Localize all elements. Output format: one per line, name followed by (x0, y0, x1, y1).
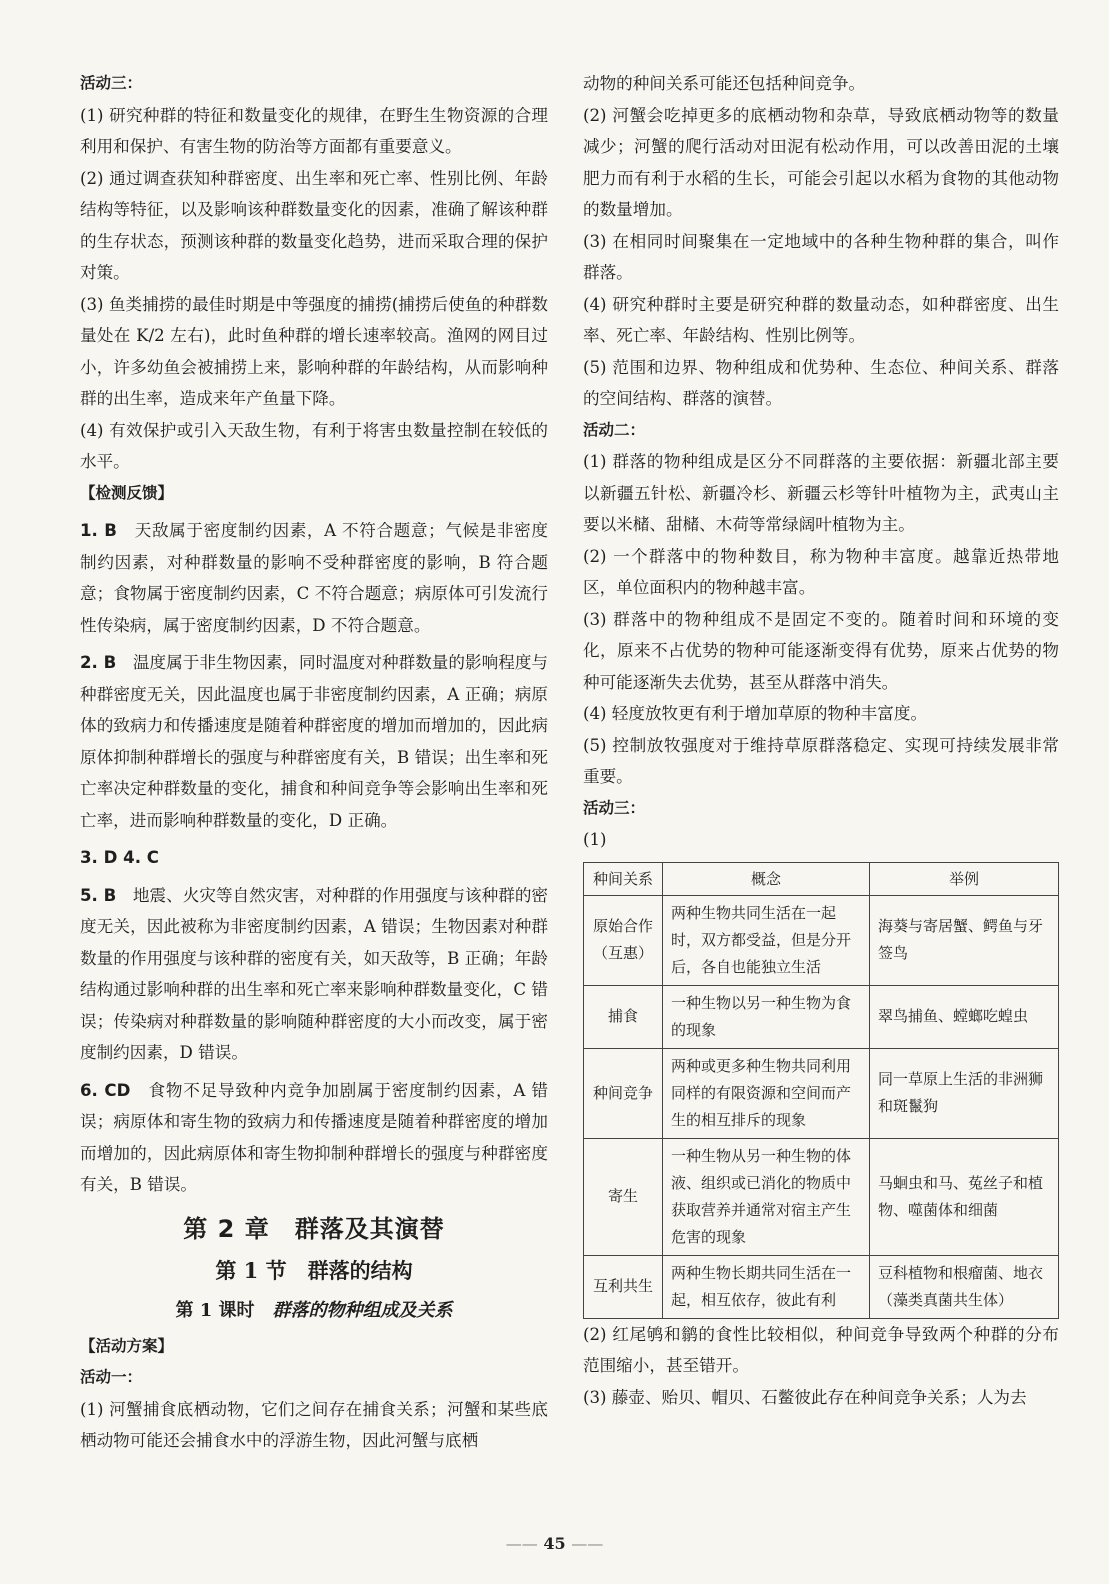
answer-item (80, 515, 548, 641)
table-row (584, 895, 1059, 985)
paragraph: (2) 河蟹会吃掉更多的底栖动物和杂草，导致底栖动物等的数量减少；河蟹的爬行活动对田泥有松动作用，可以改善田泥的土壤肥力而有利于水稻的生长，可能会引起以水稻为食物的其他动物的数量增加。 (583, 105, 1059, 219)
activity2-heading: 活动二： (583, 420, 646, 439)
lesson-title (80, 1291, 548, 1331)
paragraph: (3) 藤壶、贻贝、帽贝、石鳖彼此存在种间竞争关系；人为去 (583, 1387, 1027, 1407)
lesson-label: 第 1 课时 (175, 1299, 255, 1321)
left-column (80, 68, 548, 1457)
answer-item (80, 842, 548, 874)
concept-cell: 两种生物长期共同生活在一起，相互依存，彼此有利 (663, 1255, 870, 1318)
table-header: 概念 (663, 862, 870, 895)
answer-text: 食物不足导致种内竞争加剧属于密度制约因素，A 错误；病原体和寄生物的致病力和传播速度是随着种群密度的增加而增加的，因此病原体和寄生物抑制种群增长的强度与种群密度有关，B 错误。 (80, 1080, 548, 1194)
table-header-row (584, 862, 1059, 895)
species-relation-table (583, 862, 1059, 1319)
paragraph: (3) 在相同时间聚集在一定地域中的各种生物种群的集合，叫作群落。 (583, 231, 1059, 282)
feedback-heading: 【检测反馈】 (80, 483, 174, 502)
relation-cell: 捕食 (584, 985, 663, 1048)
footer-dash: —— (571, 1534, 604, 1553)
paragraph: (4) 研究种群时主要是研究种群的数量动态，如种群密度、出生率、死亡率、年龄结构、性别比例等。 (583, 294, 1059, 345)
relation-cell: 互利共生 (584, 1255, 663, 1318)
table-row (584, 985, 1059, 1048)
activity3-heading: 活动三： (80, 74, 143, 92)
paragraph: (2) 一个群落中的物种数目，称为物种丰富度。越靠近热带地区，单位面积内的物种越丰富。 (583, 546, 1059, 597)
paragraph: (3) 鱼类捕捞的最佳时期是中等强度的捕捞(捕捞后使鱼的种群数量处在 K/2 左右)，此时鱼种群的增长速率较高。渔网的网目过小，许多幼鱼会被捕捞上来，影响种群的年龄结构，从而影响种群的出生率，造成来年产鱼量下降。 (80, 294, 548, 408)
answer-number: 5. B (80, 885, 117, 905)
paragraph: (2) 通过调查获知种群密度、出生率和死亡率、性别比例、年龄结构等特征，以及影响该种群数量变化的因素，准确了解该种群的生存状态，预测该种群的数量变化趋势，进而采取合理的保护对策。 (80, 168, 548, 282)
answer-item (80, 647, 548, 836)
example-cell: 马蛔虫和马、菟丝子和植物、噬菌体和细菌 (870, 1138, 1059, 1255)
lesson-name: 群落的物种组成及关系 (272, 1299, 453, 1321)
paragraph: (4) 轻度放牧更有利于增加草原的物种丰富度。 (583, 704, 928, 723)
table-row (584, 1138, 1059, 1255)
paragraph: (3) 群落中的物种组成不是固定不变的。随着时间和环境的变化，原来不占优势的物种可能逐渐变得有优势，原来占优势的物种可能逐渐失去优势，甚至从群落中消失。 (583, 609, 1059, 692)
table-header: 种间关系 (584, 862, 663, 895)
paragraph: (5) 控制放牧强度对于维持草原群落稳定、实现可持续发展非常重要。 (583, 735, 1059, 786)
answer-number: 6. CD (80, 1080, 131, 1100)
table-header: 举例 (870, 862, 1059, 895)
table-row (584, 1048, 1059, 1138)
footer-dash: —— (505, 1534, 538, 1553)
relation-cell: 种间竞争 (584, 1048, 663, 1138)
concept-cell: 两种或更多种生物共同利用同样的有限资源和空间而产生的相互排斥的现象 (663, 1048, 870, 1138)
paragraph: (5) 范围和边界、物种组成和优势种、生态位、种间关系、群落的空间结构、群落的演替。 (583, 357, 1059, 408)
activity1-heading: 活动一： (80, 1368, 143, 1386)
activity3-heading: 活动三： (583, 798, 646, 817)
example-cell: 同一草原上生活的非洲狮和斑鬣狗 (870, 1048, 1059, 1138)
paragraph: (1) 研究种群的特征和数量变化的规律，在野生生物资源的合理利用和保护、有害生物的防治等方面都有重要意义。 (80, 105, 548, 156)
answer-text: 温度属于非生物因素，同时温度对种群数量的影响程度与种群密度无关，因此温度也属于非密度制约因素，A 正确；病原体的致病力和传播速度是随着种群密度的增加而增加的，因此病原体抑制种群增长的强度与种群密度有关，B 错误；出生率和死亡率决定种群数量的变化，捕食和种间竞争等会影响出生率和死亡率，进而影响种群数量的变化，D 正确。 (80, 653, 549, 830)
answer-number: 2. B (80, 653, 117, 672)
table-label: (1) (583, 830, 607, 849)
example-cell: 翠鸟捕鱼、螳螂吃蝗虫 (870, 985, 1059, 1048)
page-number: 45 (543, 1534, 566, 1553)
paragraph: (1) 河蟹捕食底栖动物，它们之间存在捕食关系；河蟹和某些底栖动物可能还会捕食水中的浮游生物，因此河蟹与底栖 (80, 1399, 548, 1450)
paragraph: (1) 群落的物种组成是区分不同群落的主要依据：新疆北部主要以新疆五针松、新疆冷杉、新疆云杉等针叶植物为主，武夷山主要以米槠、甜槠、木荷等常绿阔叶植物为主。 (583, 452, 1059, 534)
relation-cell: 寄生 (584, 1138, 663, 1255)
paragraph: (4) 有效保护或引入天敌生物，有利于将害虫数量控制在较低的水平。 (80, 420, 548, 471)
answer-item (80, 1075, 548, 1201)
section-title: 第 1 节 群落的结构 (215, 1257, 413, 1283)
relation-cell: 原始合作（互惠） (584, 895, 663, 985)
paragraph: 动物的种间关系可能还包括种间竞争。 (583, 74, 866, 93)
concept-cell: 一种生物从另一种生物的体液、组织或已消化的物质中获取营养并通常对宿主产生危害的现象 (663, 1138, 870, 1255)
answer-text: 天敌属于密度制约因素，A 不符合题意；气候是非密度制约因素，对种群数量的影响不受种群密度的影响，B 符合题意；食物属于密度制约因素，C 不符合题意；病原体可引发流行性传染病，属于密度制约因素，D 不符合题意。 (80, 521, 548, 635)
right-column (583, 68, 1059, 1413)
answer-text: 地震、火灾等自然灾害，对种群的作用强度与该种群的密度无关，因此被称为非密度制约因素，A 错误；生物因素对种群数量的作用强度与该种群的密度有关，如天敌等，B 正确；年龄结构通过影响种群的出生率和死亡率来影响种群数量变化，C 错误；传染病对种群数量的影响随种群密度的大小而改变，属于密度制约因素，D 错误。 (80, 885, 549, 1062)
paragraph: (2) 红尾鸲和鹟的食性比较相似，种间竞争导致两个种群的分布范围缩小，甚至错开。 (583, 1324, 1059, 1375)
answer-number: 3. D 4. C (80, 848, 159, 867)
answer-item (80, 880, 548, 1069)
concept-cell: 两种生物共同生活在一起时，双方都受益，但是分开后，各自也能独立生活 (663, 895, 870, 985)
page-footer (0, 1534, 1109, 1553)
example-cell: 豆科植物和根瘤菌、地衣（藻类真菌共生体） (870, 1255, 1059, 1318)
example-cell: 海葵与寄居蟹、鳄鱼与牙签鸟 (870, 895, 1059, 985)
answer-number: 1. B (80, 521, 117, 540)
concept-cell: 一种生物以另一种生物为食的现象 (663, 985, 870, 1048)
chapter-title: 第 2 章 群落及其演替 (183, 1214, 445, 1243)
table-row (584, 1255, 1059, 1318)
plan-heading: 【活动方案】 (80, 1336, 174, 1355)
